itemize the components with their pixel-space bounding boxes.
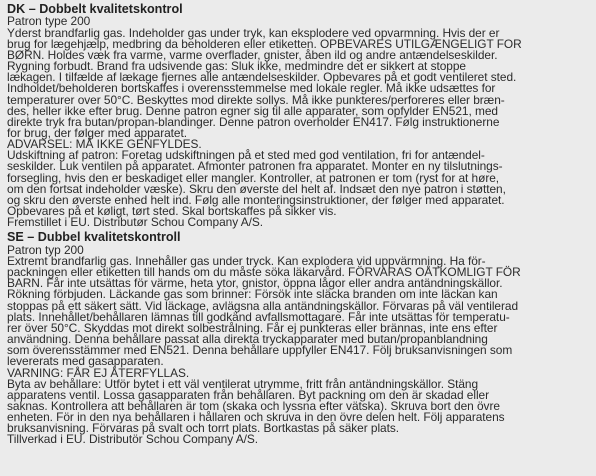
text-line: som överensstämmer med EN521. Denna behållare uppfyller EN417. Följ bruksanvisningen som (7, 343, 513, 358)
text-line: Patron type 200 (7, 14, 91, 29)
text-line: lækagen. I tilfælde af lækage fjernes alle antændelseskilder. Opbevares på et godt ventileret sted. (7, 70, 517, 85)
text-line: Rygning forbudt. Brand fra udsivende gas: Sluk ikke, medmindre det er sikkert at stoppe (7, 59, 466, 74)
text-line: användning. Denna behållare passat alla direkta tryckapparater med butan/propanblandning (7, 332, 488, 347)
text-line: seskilder. Luk ventilen på apparatet. Afmonter patronen fra apparatet. Monter en ny tilslutnings- (7, 159, 503, 174)
text-line: Udskiftning af patron: Foretag udskiftningen på et sted med god ventilation, fri for antændel- (7, 148, 485, 163)
text-line: apparatens ventil. Lossa gasapparaten från behållaren. Byt packning om den är skadad eller (7, 387, 490, 402)
text-line: Patron typ 200 (7, 242, 84, 257)
text-line: des, heller ikke efter brug. Denne patron egner sig til alle apparater, som opfylder EN521, med (7, 103, 498, 118)
section-se (7, 231, 589, 445)
text-line: og skru den øverste enhed helt ind. Følg alle monteringsinstruktioner, der følger med apparatet. (7, 192, 505, 207)
text-line: om den fortsat indeholder væske). Skru den øverste del helt af. Indsæt den nye patron i støtten, (7, 181, 506, 196)
section-body-se (7, 242, 589, 447)
warning-line: VARNING: FÅR EJ ÅTERFYLLAS. (7, 365, 190, 380)
text-line: BARN. Får inte utsättas för värme, heta ytor, gnistor, öppna lågor eller andra antändningskällor. (7, 276, 503, 291)
text-line: BØRN. Holdes væk fra varme, varme overflader, gnister, åben ild og andre antændelseskilder. (7, 47, 498, 62)
text-line: Indholdet/beholderen bortskaffes i overensstemmelse med lokale regler. Må ikke udsættes for (7, 81, 496, 96)
text-line: Opbevares på et køligt, tørt sted. Skal bortskaffes på sikker vis. (7, 204, 337, 219)
section-heading-dk: DK – Dobbelt kvalitetskontrol (7, 2, 183, 16)
text-line: packningen eller etiketten till hands om du måste söka läkarvård. FÖRVARAS OÅTKOMLIGT FÖR (7, 265, 521, 280)
text-line: direkte tryk fra butan/propan-blandinger. Denne patron overholder EN417. Følg instruktionerne (7, 114, 500, 129)
text-line: for brug, der følger med apparatet. (7, 125, 188, 140)
section-dk (7, 3, 589, 228)
text-line: enheten. För in den nya behållaren i hållaren och skruva in den övre delen helt. Följ apparatens (7, 410, 505, 425)
text-line: bruksanvisning. Förvaras på svalt och torrt plats. Bortkastas på säker plats. (7, 421, 400, 436)
text-line: Extremt brandfarlig gas. Innehåller gas under tryck. Kan explodera vid uppvärmning. Ha för- (7, 253, 486, 268)
text-line: saknas. Kontrollera att behållaren är tom (skaka och lyssna efter vätska). Skruva bort den övre (7, 398, 500, 413)
text-line: brug for lægehjælp, medbring da beholderen eller etiketten. OPBEVARES UTILGÆNGELIGT FOR (7, 36, 522, 51)
text-line: rer över 50°C. Skyddas mot direkt solbestrålning. Får ej punkteras eller brännas, inte ens efter (7, 320, 498, 335)
text-line: Yderst brandfarlig gas. Indeholder gas under tryk, kan eksplodere ved opvarmning. Hvis der er (7, 25, 500, 40)
text-line: levererats med gasapparaten. (7, 354, 164, 369)
warning-line: ADVARSEL: MÅ IKKE GENFYLDES. (7, 137, 202, 152)
text-line: stoppas på ett säkert sätt. Vid läckage, avlägsna alla antändningskällor. Förvaras på väl ventilerad (7, 298, 519, 313)
text-line: forsegling, hvis den er beskadiget eller mangler. Kontroller, at patronen er tom (ryst for at høre, (7, 170, 500, 185)
text-line: Byta av behållare: Utför bytet i ett väl ventilerat utrymme, fritt från antändningskällor. Stäng (7, 376, 479, 391)
text-line: temperaturer over 50°C. Beskyttes mod direkte sollys. Må ikke punkteres/perforeres eller bræn- (7, 92, 505, 107)
section-heading-se: SE – Dubbel kvalitetskontroll (7, 230, 181, 245)
text-line: plats. Innehållet/behållaren lämnas till godkänd avfallsmottagare. Får inte utsättas för temperatu- (7, 309, 510, 324)
text-line: Rökning förbjuden. Läckande gas som brinner: Försök inte släcka branden om inte läckan kan (7, 287, 498, 302)
section-body-dk (7, 16, 589, 228)
manufacturer-line: Tillverkad i EU. Distributör Schou Company A/S. (7, 432, 258, 447)
manufacturer-line: Fremstillet i EU. Distributør Schou Company A/S. (7, 215, 263, 230)
